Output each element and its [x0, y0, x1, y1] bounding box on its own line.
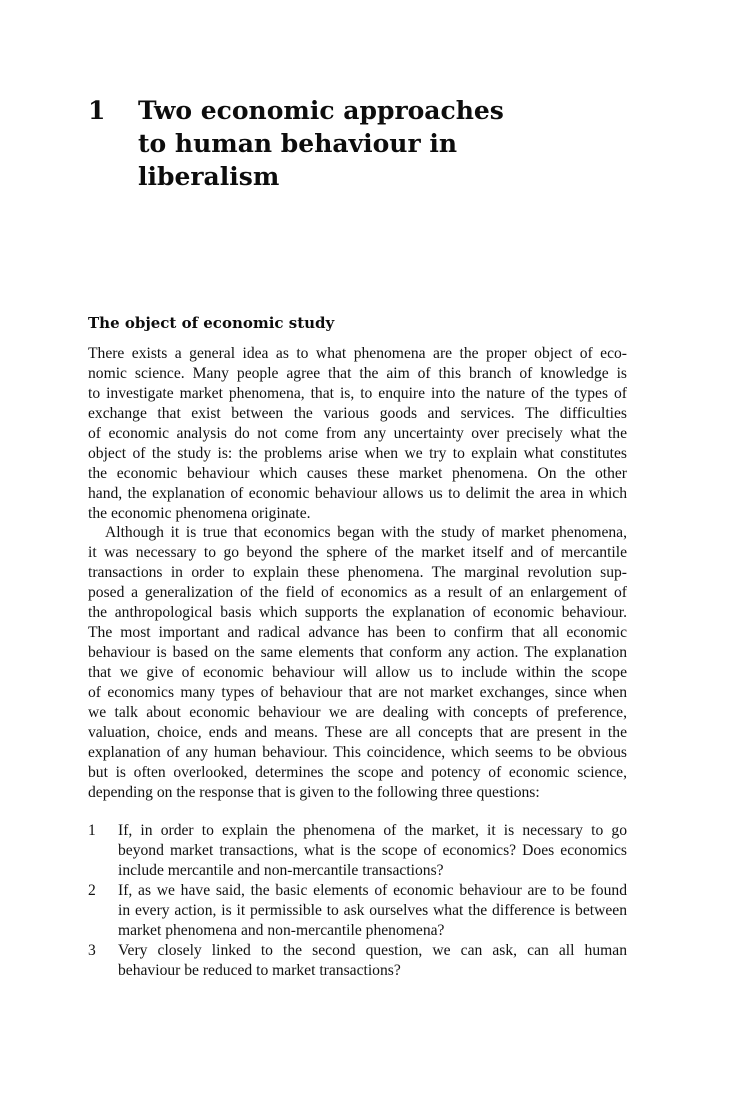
text-line: market phenomena and non-mercantile phenomena? [118, 921, 445, 939]
text-line: in every action, is it permissible to ask ourselves what the difference is between [118, 901, 627, 919]
chapter-title-line: to human behaviour in [138, 129, 457, 158]
question-item [88, 881, 627, 941]
section-heading: The object of economic study [88, 314, 335, 332]
text-line: Although it is true that economics began with the study of market phenomena, [105, 524, 627, 542]
text-line: of economics many types of behaviour that are not market exchanges, since when [88, 683, 627, 701]
chapter-title [138, 94, 578, 193]
question-item [88, 821, 627, 881]
text-line: explanation of any human behaviour. This coincidence, which seems to be obvious [88, 743, 627, 761]
question-item [88, 941, 627, 981]
questions-list [88, 821, 627, 981]
text-line: exchange that exist between the various goods and services. The difficulties [88, 404, 627, 422]
text-line: we talk about economic behaviour we are dealing with concepts of preference, [88, 703, 627, 721]
text-line: that we give of economic behaviour will allow us to include within the scope [88, 664, 627, 681]
text-line: object of the study is: the problems arise when we try to explain what constitutes [88, 444, 627, 462]
text-line: depending on the response that is given to the following three questions: [88, 783, 540, 801]
body-text [88, 344, 627, 803]
chapter-title-line: Two economic approaches [138, 96, 504, 125]
text-line: nomic science. Many people agree that the aim of this branch of knowledge is [88, 364, 627, 382]
paragraph-1 [88, 344, 627, 523]
text-line: valuation, choice, ends and means. These are all concepts that are present in the [88, 723, 627, 741]
text-line: The most important and radical advance has been to confirm that all economic [88, 624, 627, 642]
text-line: of economic analysis do not come from any uncertainty over precisely what the [88, 424, 627, 442]
text-line: If, in order to explain the phenomena of the market, it is necessary to go [118, 822, 627, 839]
text-line: but is often overlooked, determines the scope and potency of economic science, [88, 763, 627, 781]
text-line: beyond market transactions, what is the scope of economics? Does economics [118, 841, 627, 859]
chapter-title-line: liberalism [138, 162, 280, 191]
question-text [118, 941, 627, 981]
text-line: transactions in order to explain these phenomena. The marginal revolution sup- [88, 564, 627, 582]
text-line: to investigate market phenomena, that is, to enquire into the nature of the types of [88, 384, 627, 402]
question-number: 2 [88, 881, 96, 899]
question-number: 1 [88, 822, 96, 839]
paragraph-2 [88, 523, 627, 802]
text-line: the economic behaviour which causes these market phenomena. On the other [88, 464, 627, 482]
text-line: the economic phenomena originate. [88, 504, 311, 522]
question-text [118, 881, 627, 941]
text-line: it was necessary to go beyond the sphere of the market itself and of mercantile [88, 544, 627, 562]
text-line: There exists a general idea as to what phenomena are the proper object of eco- [88, 345, 627, 362]
question-number: 3 [88, 941, 96, 959]
text-line: the anthropological basis which supports the explanation of economic behaviour. [88, 604, 627, 622]
text-line: posed a generalization of the field of economics as a result of an enlargement of [88, 584, 627, 602]
text-line: Very closely linked to the second question, we can ask, can all human [118, 941, 627, 959]
chapter-number: 1 [88, 96, 106, 125]
text-line: behaviour be reduced to market transactions? [118, 961, 401, 979]
question-text [118, 821, 627, 881]
text-line: include mercantile and non-mercantile transactions? [118, 861, 444, 879]
text-line: hand, the explanation of economic behaviour allows us to delimit the area in which [88, 484, 627, 502]
text-line: behaviour is based on the same elements that conform any action. The explanation [88, 644, 627, 662]
text-line: If, as we have said, the basic elements of economic behaviour are to be found [118, 881, 627, 899]
